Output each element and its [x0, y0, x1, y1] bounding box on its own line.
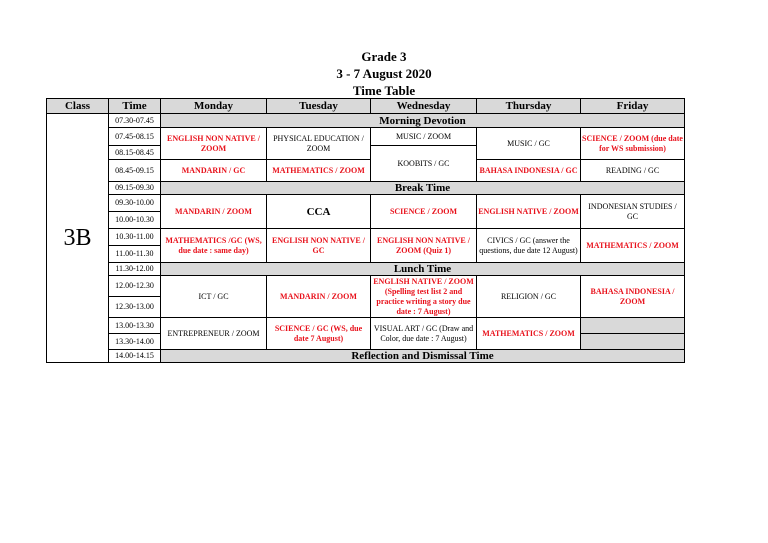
cell-fri-7-empty [581, 318, 685, 334]
table-row [47, 195, 685, 212]
time-cell: 12.30-13.00 [109, 297, 161, 318]
cell-mon-7: ENTREPRENEUR / ZOOM [161, 318, 267, 350]
time-cell: 08.15-08.45 [109, 146, 161, 160]
time-cell: 10.30-11.00 [109, 229, 161, 246]
cell-mon-1: ENGLISH NON NATIVE / ZOOM [161, 128, 267, 160]
cell-mon-3: MANDARIN / GC [161, 160, 267, 182]
band-reflection-dismissal: Reflection and Dismissal Time [161, 350, 685, 363]
band-lunch-time: Lunch Time [161, 263, 685, 276]
cell-tue-1: PHYSICAL EDUCATION / ZOOM [267, 128, 371, 160]
cell-tue-5: ENGLISH NON NATIVE / GC [267, 229, 371, 263]
title-name: Time Table [352, 83, 416, 98]
timetable [46, 98, 685, 363]
class-cell: 3B [47, 114, 109, 363]
cell-fri-8-empty [581, 334, 685, 350]
table-row [47, 350, 685, 363]
cell-wed-4: SCIENCE / ZOOM [371, 195, 477, 229]
cell-fri-3: READING / GC [581, 160, 685, 182]
table-row [47, 229, 685, 246]
cell-wed-7: VISUAL ART / GC (Draw and Color, due date : 7 August) [371, 318, 477, 350]
cell-wed-1: MUSIC / ZOOM [371, 128, 477, 146]
cell-mon-6: ICT / GC [161, 276, 267, 318]
table-row [47, 318, 685, 334]
time-cell: 13.00-13.30 [109, 318, 161, 334]
title-grade: Grade 3 [361, 49, 407, 64]
time-cell: 09.30-10.00 [109, 195, 161, 212]
cell-wed-6: ENGLISH NATIVE / ZOOM (Spelling test list 2 and practice writing a story due date : 7 August) [371, 276, 477, 318]
cell-fri-5: MATHEMATICS / ZOOM [581, 229, 685, 263]
cell-mon-5: MATHEMATICS /GC (WS, due date : same day) [161, 229, 267, 263]
col-header-thursday: Thursday [477, 99, 581, 114]
cell-thu-5: CIVICS / GC (answer the questions, due date 12 August) [477, 229, 581, 263]
cell-thu-1: MUSIC / GC [477, 128, 581, 160]
title-dates: 3 - 7 August 2020 [336, 66, 432, 81]
time-cell: 14.00-14.15 [109, 350, 161, 363]
col-header-time: Time [109, 99, 161, 114]
time-cell: 13.30-14.00 [109, 334, 161, 350]
cell-fri-6: BAHASA INDONESIA / ZOOM [581, 276, 685, 318]
cell-fri-1: SCIENCE / ZOOM (due date for WS submission) [581, 128, 685, 160]
cell-tue-7: SCIENCE / GC (WS, due date 7 August) [267, 318, 371, 350]
time-cell: 08.45-09.15 [109, 160, 161, 182]
table-row [47, 276, 685, 297]
cell-thu-3: BAHASA INDONESIA / GC [477, 160, 581, 182]
table-row [47, 160, 685, 182]
table-row [47, 128, 685, 146]
time-cell: 11.00-11.30 [109, 246, 161, 263]
cell-mon-4: MANDARIN / ZOOM [161, 195, 267, 229]
cell-wed-5: ENGLISH NON NATIVE / ZOOM (Quiz 1) [371, 229, 477, 263]
table-row [47, 182, 685, 195]
table-row [47, 263, 685, 276]
band-break-time: Break Time [161, 182, 685, 195]
header-row [47, 99, 685, 114]
col-header-friday: Friday [581, 99, 685, 114]
col-header-class: Class [47, 99, 109, 114]
band-morning-devotion: Morning Devotion [161, 114, 685, 128]
time-cell: 07.45-08.15 [109, 128, 161, 146]
time-cell: 07.30-07.45 [109, 114, 161, 128]
cell-thu-4: ENGLISH NATIVE / ZOOM [477, 195, 581, 229]
time-cell: 10.00-10.30 [109, 212, 161, 229]
col-header-monday: Monday [161, 99, 267, 114]
table-row [47, 114, 685, 128]
time-cell: 11.30-12.00 [109, 263, 161, 276]
time-cell: 12.00-12.30 [109, 276, 161, 297]
col-header-tuesday: Tuesday [267, 99, 371, 114]
cell-tue-4: CCA [267, 195, 371, 229]
cell-thu-7: MATHEMATICS / ZOOM [477, 318, 581, 350]
cell-thu-6: RELIGION / GC [477, 276, 581, 318]
col-header-wednesday: Wednesday [371, 99, 477, 114]
cell-fri-4: INDONESIAN STUDIES / GC [581, 195, 685, 229]
time-cell: 09.15-09.30 [109, 182, 161, 195]
cell-wed-2: KOOBITS / GC [371, 146, 477, 182]
cell-tue-2: MATHEMATICS / ZOOM [267, 160, 371, 182]
cell-tue-6: MANDARIN / ZOOM [267, 276, 371, 318]
